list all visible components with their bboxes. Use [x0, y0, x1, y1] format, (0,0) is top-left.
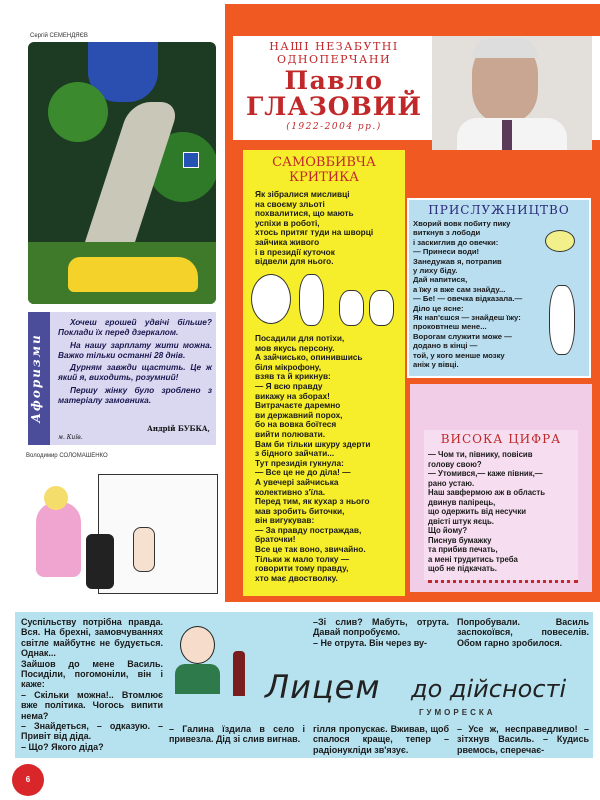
- humoresque-strip: [15, 612, 593, 758]
- poem1-title: САМОВБИВЧА КРИТИКА: [272, 155, 376, 185]
- egg-border-decoration: [428, 580, 578, 588]
- author-photo: [432, 36, 592, 150]
- aphorism-item: Дурням завжди щастить. Це ж який я, виходить, розумний!: [58, 362, 212, 383]
- cartoon2-author: Володимир СОЛОМАШЕНКО: [26, 453, 108, 459]
- drinker-illustration: [175, 626, 255, 696]
- humoresque-col4-top: Попробували. Василь заспокоївся, повеселів. Обом гарно зробилося.: [457, 617, 589, 648]
- author-last-name: ГЛАЗОВИЙ: [246, 92, 422, 121]
- humoresque-col2: – Галина їздила в село і привезла. Дід зі слив вигнав.: [169, 724, 305, 745]
- yellow-car: [68, 257, 198, 292]
- aphorisms-city: м. Київ.: [58, 434, 83, 441]
- poem-high-figure: [410, 384, 592, 592]
- aphorism-item: Першу жінку було зроблено з матеріалу замовника.: [58, 384, 212, 406]
- poem1-part2: Посадили для потіхи, мов якусь персону. А зайчисько, опинившись біля мікрофону, взяв та й крикнув: — Я всю правду викажу на зборах! Витрачаєте даремно ви державний порох, бо на вовка боїтеся вийти полювати. Вам би тільки шкуру здерти з бідного зайчати... Тут президія гукнула: — Все це не до діла! — А увечері зайчиська колективно з'їла. Перед тим, як кухар з нього мав зробить биточки, він вигукував: — За правду постраждав, браточки! Все це так воно, звичайно. Тільки ж мало толку — говорити тому правду, хто має двостволку.: [255, 333, 371, 583]
- restaurant-sign-icon: [183, 152, 199, 168]
- cartoon-wardrobe: [28, 462, 218, 602]
- wolf-sheep-illustration: [539, 230, 587, 360]
- poem3-title: ВИСОКА ЦИФРА: [440, 432, 562, 446]
- aphorisms-box: [28, 312, 216, 445]
- poem-self-critique: [243, 150, 405, 596]
- poem2-title: ПРИСЛУЖНИЦТВО: [428, 203, 570, 217]
- aphorism-item: На нашу зарплату жити можна. Важко тільки останні 28 днів.: [58, 339, 212, 360]
- humoresque-title-part1: Лицем: [265, 668, 381, 706]
- cartoon-jungle-road: [28, 42, 216, 304]
- poem1-part1: Як зібралися мисливці на своєму зльоті похвалитися, що мають успіхи в роботі, хтось притяг туди на шворці зайчика живого і в президії куточок відвели для нього.: [255, 189, 374, 267]
- page-number: 6: [25, 775, 31, 784]
- aphorisms-author: Андрій БУБКА,: [147, 424, 210, 433]
- humoresque-col3-bottom: гілля пропускає. Вживав, щоб спалося краще, тепер – радіонукліди зв'язує.: [313, 724, 449, 755]
- aphorisms-heading: Афоризми: [29, 333, 43, 423]
- page-number-badge: [12, 764, 44, 796]
- humoresque-col1: Суспільству потрібна правда. Вся. На брехні, замовчуваннях світле майбутнє не будується. Однак... Зайшов до мене Василь. Посиділи, погомоніли, він і каже: – Скільки можна!.. Втомлює вже політика. Чогось випити нема? – Знайдеться, – одказую. – Привіт від діда. – Що? Якого діда?: [21, 617, 163, 752]
- poem3-text: — Чом ти, півнику, повісив голову свою? — Утомився,— каже півник,— рано устаю. Наш завфермою аж в область двинув папірець, що одержить від несучки двісті штук яєць. Що йому? Писнув бумажку та прибив печать, а мені трудитись треба щоб не підкачать.: [428, 450, 546, 573]
- author-first-name: Павло: [284, 66, 384, 95]
- hare-hunters-illustration: [251, 272, 396, 328]
- humoresque-col4-bottom: – Усе ж, несправедливо! – зітхнув Василь. – Кудись рвемось, сперечає-: [457, 724, 589, 755]
- poem-servility: [407, 198, 591, 378]
- poem2-text: Хворий вовк побиту пику виткнув з лободи і заскиглив до овечки: — Принеси води! Занедужав я, потрапив у лиху біду. Дай напитися, а їжу я вже сам знайду... — Бе! — овечка відказала.— Діло це ясне: Як нап'єшся — знайдеш їжу: проковтнеш мене... Ворогам служити може — додано в кінці — той, у кого менше мозку аніж у вівці.: [413, 219, 523, 370]
- humoresque-title-part2: до дійсності: [411, 675, 567, 703]
- header-kicker-line2: ОДНОПЕРЧАНИ: [276, 53, 392, 66]
- cartoon1-author: Сергій СЕМЕНДЯЄВ: [30, 33, 88, 39]
- author-years: (1922-2004 рр.): [286, 122, 382, 132]
- humoresque-subtitle: ГУМОРЕСКА: [419, 708, 496, 717]
- humoresque-col3-top: –Зі слив? Мабуть, отрута. Давай попробуємо. – Не отрута. Він через ву-: [313, 617, 449, 648]
- header-kicker-line1: НАШІ НЕЗАБУТНІ: [269, 40, 399, 53]
- aphorism-item: Хочеш грошей удвічі більше? Поклади їх перед дзеркалом.: [58, 317, 212, 338]
